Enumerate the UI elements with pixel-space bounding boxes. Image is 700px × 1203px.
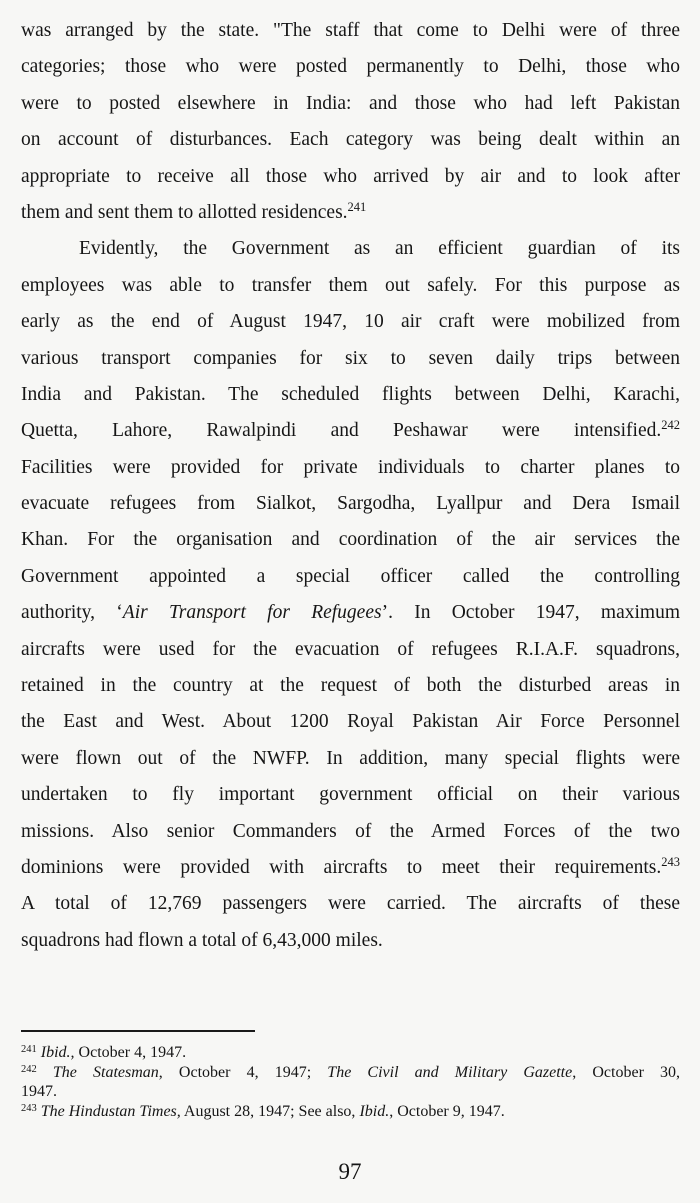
text-line bbox=[21, 886, 680, 922]
footnote-reference: 243 bbox=[661, 854, 680, 869]
text-line bbox=[21, 377, 680, 413]
text-line bbox=[21, 13, 680, 49]
text-line bbox=[21, 159, 680, 195]
italic-text: The Statesman bbox=[52, 1063, 159, 1081]
footnotes bbox=[21, 1043, 680, 1121]
text-segment: appropriate to receive all those who arrived by air and to look after bbox=[21, 165, 680, 187]
text-segment: India and Pakistan. The scheduled flights between Delhi, Karachi, bbox=[21, 383, 680, 405]
text-line bbox=[21, 450, 680, 486]
text-segment: early as the end of August 1947, 10 air craft were mobilized from bbox=[21, 311, 680, 333]
text-segment: , October 30, bbox=[572, 1063, 681, 1081]
footnote-divider bbox=[21, 1030, 255, 1032]
text-segment: authority, ‘ bbox=[21, 602, 123, 624]
italic-text: The Civil and Military Gazette bbox=[327, 1063, 573, 1081]
text-line bbox=[21, 49, 680, 85]
italic-text: Ibid. bbox=[359, 1102, 390, 1120]
text-line bbox=[21, 1102, 680, 1122]
text-line bbox=[21, 195, 680, 231]
text-segment: 1947. bbox=[21, 1083, 57, 1100]
text-line bbox=[21, 413, 680, 449]
text-segment: various transport companies for six to seven daily trips between bbox=[21, 347, 680, 369]
text-segment: ’. In October 1947, maximum bbox=[381, 602, 680, 624]
text-segment: , October 4, 1947; bbox=[158, 1063, 328, 1081]
text-line bbox=[21, 486, 680, 522]
footnote-reference: 242 bbox=[661, 418, 680, 433]
text-segment: the East and West. About 1200 Royal Pakistan Air Force Personnel bbox=[21, 711, 680, 733]
italic-text: The Hindustan Times, bbox=[40, 1102, 181, 1120]
text-segment: employees was able to transfer them out safely. For this purpose as bbox=[21, 274, 680, 296]
italic-text: Ibid., bbox=[40, 1044, 75, 1061]
text-segment: August 28, 1947; See also, bbox=[180, 1102, 360, 1120]
text-line bbox=[21, 1063, 680, 1083]
text-segment: them and sent them to allotted residences. bbox=[21, 201, 348, 223]
text-line bbox=[21, 595, 680, 631]
text-segment bbox=[37, 1064, 53, 1081]
text-line bbox=[21, 1043, 680, 1063]
text-line bbox=[21, 814, 680, 850]
text-segment: were to posted elsewhere in India: and those who had left Pakistan bbox=[21, 92, 680, 114]
text-segment: retained in the country at the request of both the disturbed areas in bbox=[21, 675, 680, 697]
footnote-reference: 241 bbox=[21, 1044, 37, 1055]
text-segment: was arranged by the state. "The staff that come to Delhi were of three bbox=[21, 20, 680, 41]
text-line bbox=[21, 704, 680, 740]
page-number: 97 bbox=[338, 1159, 362, 1184]
text-segment: missions. Also senior Commanders of the Armed Forces of the two bbox=[21, 820, 680, 842]
text-line bbox=[21, 777, 680, 813]
text-line bbox=[21, 86, 680, 122]
text-segment: Quetta, Lahore, Rawalpindi and Peshawar were intensified. bbox=[21, 420, 662, 442]
text-segment: Facilities were provided for private individuals to charter planes to bbox=[21, 456, 680, 478]
text-line bbox=[21, 341, 680, 377]
text-line bbox=[21, 268, 680, 304]
text-segment: squadrons had flown a total of 6,43,000 miles. bbox=[21, 929, 383, 951]
text-line bbox=[21, 231, 680, 267]
footnote-reference: 241 bbox=[347, 199, 367, 214]
text-segment: A total of 12,769 passengers were carried. The aircrafts of these bbox=[21, 893, 680, 915]
text-segment: aircrafts were used for the evacuation of refugees R.I.A.F. squadrons, bbox=[21, 638, 680, 660]
text-segment: dominions were provided with aircrafts to meet their requirements. bbox=[21, 856, 662, 878]
text-line bbox=[21, 923, 680, 959]
text-line bbox=[21, 632, 680, 668]
text-segment: were flown out of the NWFP. In addition, many special flights were bbox=[21, 747, 680, 769]
footnote-reference: 243 bbox=[21, 1102, 37, 1114]
text-line bbox=[21, 741, 680, 777]
text-line bbox=[21, 850, 680, 886]
body-text bbox=[21, 13, 680, 959]
text-segment: October 4, 1947. bbox=[74, 1044, 187, 1061]
text-segment: Khan. For the organisation and coordination of the air services the bbox=[21, 529, 680, 551]
text-segment: on account of disturbances. Each category was being dealt within an bbox=[21, 129, 680, 151]
text-line bbox=[21, 668, 680, 704]
text-line bbox=[21, 122, 680, 158]
italic-text: Air Transport for Refugees bbox=[122, 602, 382, 624]
text-line bbox=[21, 559, 680, 595]
text-line bbox=[21, 1082, 680, 1102]
text-segment: Government appointed a special officer called the controlling bbox=[21, 565, 680, 587]
text-segment: , October 9, 1947. bbox=[389, 1102, 505, 1120]
footnote-reference: 242 bbox=[21, 1063, 37, 1075]
text-segment: undertaken to fly important government official on their various bbox=[21, 784, 680, 806]
text-segment: Evidently, the Government as an efficient guardian of its bbox=[79, 238, 680, 260]
text-segment: categories; those who were posted permanently to Delhi, those who bbox=[21, 56, 680, 78]
text-line bbox=[21, 304, 680, 340]
text-line bbox=[21, 522, 680, 558]
text-segment: evacuate refugees from Sialkot, Sargodha, Lyallpur and Dera Ismail bbox=[21, 493, 680, 515]
